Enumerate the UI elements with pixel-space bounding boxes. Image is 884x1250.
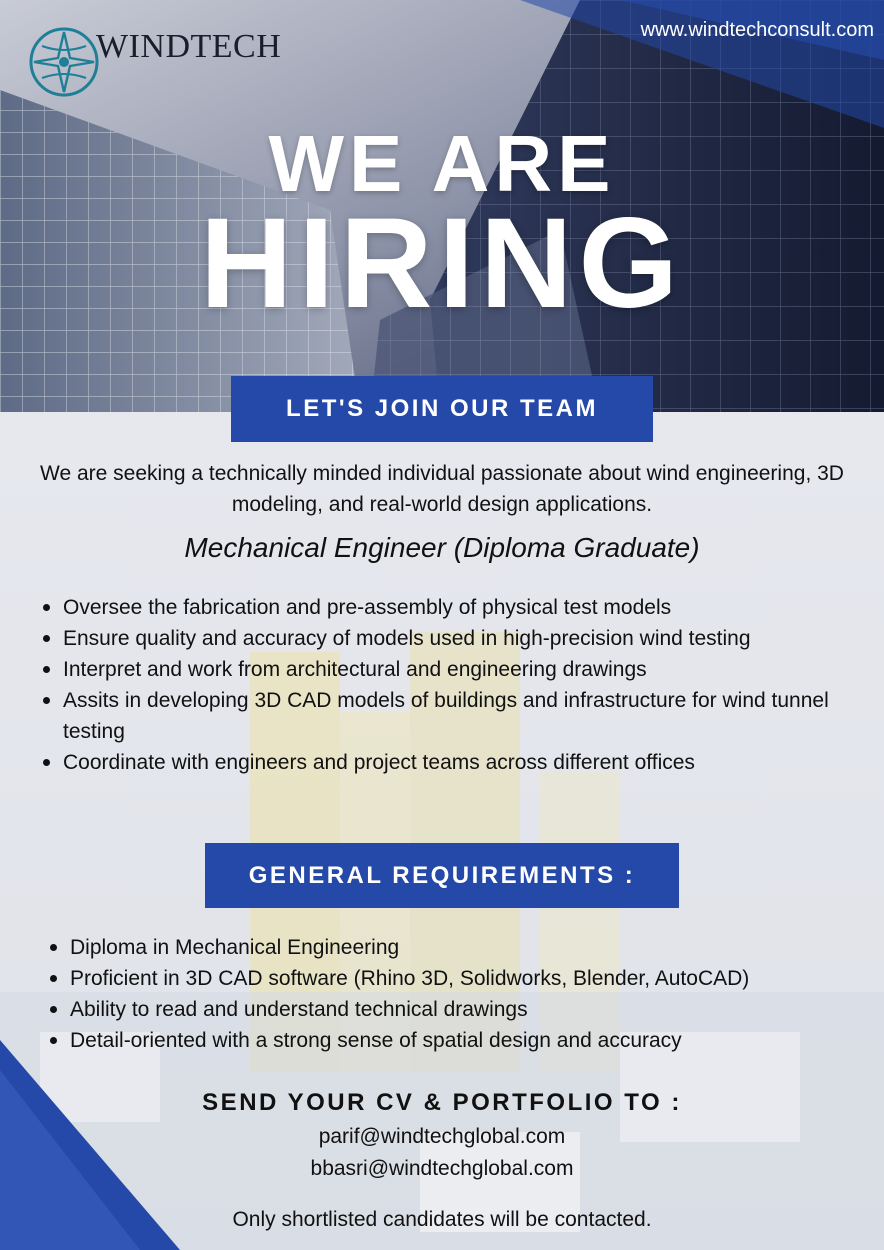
send-cv-heading: SEND YOUR CV & PORTFOLIO TO : [202, 1089, 682, 1116]
requirements-banner: GENERAL REQUIREMENTS : [205, 843, 679, 908]
headline-hiring: HIRING [200, 192, 684, 335]
windtech-logo [26, 24, 281, 100]
duty-item: Interpret and work from architectural and engineering drawings [63, 654, 883, 685]
requirement-item: Proficient in 3D CAD software (Rhino 3D, Solidworks, Blender, AutoCAD) [70, 963, 884, 994]
requirement-item: Detail-oriented with a strong sense of spatial design and accuracy [70, 1025, 884, 1056]
contact-email[interactable]: parif@windtechglobal.com [318, 1125, 566, 1148]
join-team-banner: LET'S JOIN OUR TEAM [231, 376, 653, 442]
requirement-item: Ability to read and understand technical drawings [70, 994, 884, 1025]
duty-item: Oversee the fabrication and pre-assembly of physical test models [63, 592, 883, 623]
intro-paragraph: We are seeking a technically minded individual passionate about wind engineering, 3D modeling, and real-world design applications. [40, 462, 844, 516]
requirement-item: Diploma in Mechanical Engineering [70, 932, 884, 963]
headline-we-are: WE ARE [268, 119, 616, 208]
duties-list [38, 592, 883, 778]
position-title: Mechanical Engineer (Diploma Graduate) [184, 532, 700, 563]
duty-item: Assits in developing 3D CAD models of buildings and infrastructure for wind tunnel testing [63, 685, 883, 747]
contact-email[interactable]: bbasri@windtechglobal.com [310, 1157, 574, 1180]
shortlist-note: Only shortlisted candidates will be contacted. [232, 1208, 652, 1231]
requirements-list [45, 932, 884, 1056]
brand-name: WINDTECH [96, 28, 282, 65]
duty-item: Ensure quality and accuracy of models used in high-precision wind testing [63, 623, 883, 654]
duty-item: Coordinate with engineers and project teams across different offices [63, 747, 883, 778]
wind-compass-icon [26, 24, 102, 100]
website-link[interactable]: www.windtechconsult.com [640, 19, 874, 41]
